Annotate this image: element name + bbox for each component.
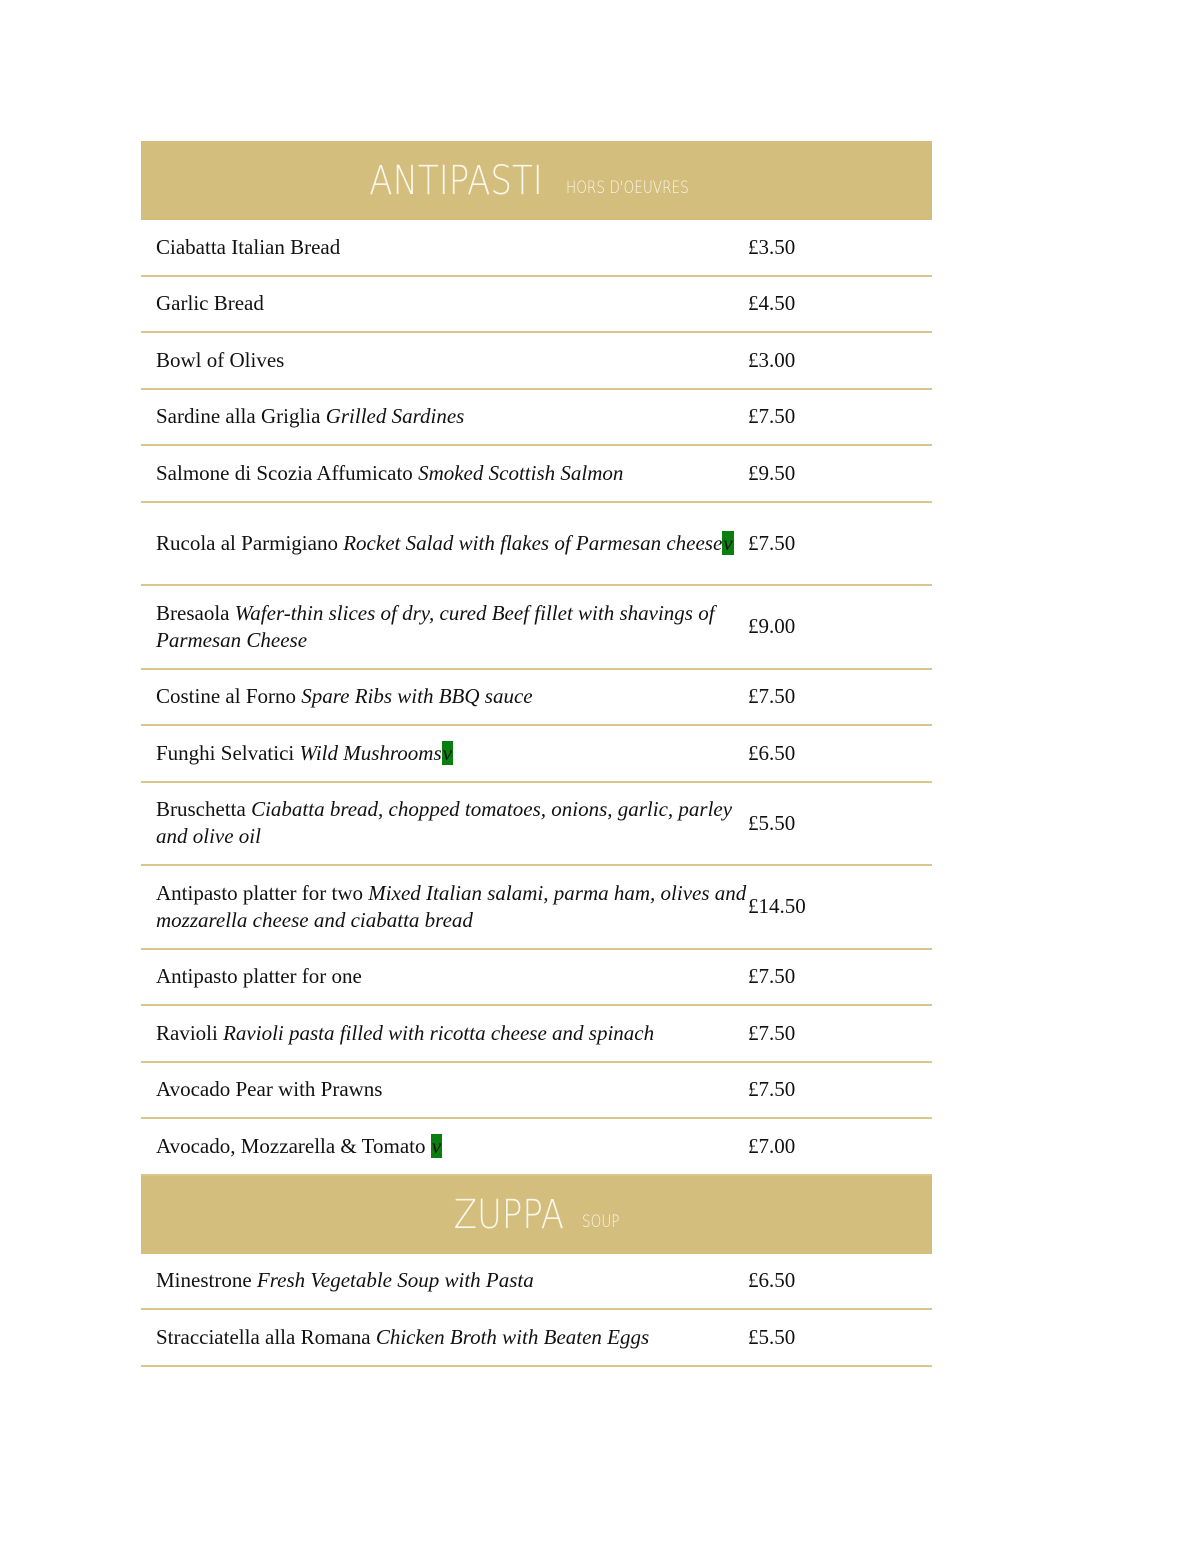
item-description: Ciabatta bread, chopped tomatoes, onions, garlic, parley and olive oil [156, 797, 733, 849]
menu-item [141, 950, 932, 1007]
item-description: Mixed Italian salami, parma ham, olives and mozzarella cheese and ciabatta bread [156, 880, 747, 932]
item-italian-name: Ravioli [156, 1020, 224, 1045]
menu-item [141, 1006, 932, 1063]
item-italian-name: Bowl of Olives [156, 347, 285, 372]
antipasti-items [141, 220, 932, 1176]
vegetarian-icon: v [431, 1133, 442, 1158]
item-name [141, 740, 748, 767]
item-italian-name: Sardine alla Griglia [156, 404, 326, 429]
section-subtitle: HORS D'OEUVRES [565, 177, 689, 198]
item-italian-name: Salmone di Scozia Affumicato [156, 460, 419, 485]
menu-item [141, 783, 932, 867]
item-name [141, 963, 748, 990]
item-price: £3.00 [748, 347, 796, 372]
section-title: ANTIPASTI [369, 157, 543, 204]
item-name [141, 880, 748, 934]
item-italian-name: Antipasto platter for one [156, 964, 362, 989]
menu-item [141, 866, 932, 950]
item-italian-name: Antipasto platter for two [156, 880, 369, 905]
menu-item [141, 586, 932, 670]
menu-item [141, 503, 932, 587]
section-header-antipasti [141, 141, 932, 220]
item-price: £3.50 [748, 234, 796, 259]
section-subtitle: SOUP [581, 1211, 620, 1232]
item-description: Wild Mushrooms [299, 740, 442, 765]
item-italian-name: Bruschetta [156, 797, 252, 822]
item-price: £9.00 [748, 614, 796, 639]
menu-item [141, 1310, 932, 1367]
item-name [141, 1267, 748, 1294]
item-italian-name: Avocado, Mozzarella & Tomato [156, 1133, 431, 1158]
menu-item [141, 446, 932, 503]
item-description: Rocket Salad with flakes of Parmesan cheese [343, 530, 723, 555]
item-price: £7.50 [748, 684, 796, 709]
item-italian-name: Rucola al Parmigiano [156, 530, 344, 555]
item-description: Chicken Broth with Beaten Eggs [375, 1324, 650, 1349]
item-italian-name: Avocado Pear with Prawns [156, 1077, 383, 1102]
item-price: £6.50 [748, 740, 796, 765]
item-italian-name: Ciabatta Italian Bread [156, 234, 341, 259]
item-name [141, 234, 748, 261]
item-italian-name: Costine al Forno [156, 684, 302, 709]
item-description: Wafer-thin slices of dry, cured Beef fillet with shavings of Parmesan Cheese [156, 600, 715, 652]
item-name [141, 683, 748, 710]
item-description: Fresh Vegetable Soup with Pasta [256, 1268, 534, 1293]
item-italian-name: Garlic Bread [156, 291, 264, 316]
item-italian-name: Minestrone [156, 1268, 257, 1293]
item-name [141, 600, 748, 654]
item-description: Spare Ribs with BBQ sauce [301, 684, 533, 709]
menu-item [141, 1254, 932, 1311]
item-name [141, 1020, 748, 1047]
item-price: £4.50 [748, 291, 796, 316]
item-price: £9.50 [748, 460, 796, 485]
menu-item [141, 670, 932, 727]
item-price: £14.50 [748, 894, 806, 919]
item-description: Grilled Sardines [325, 404, 465, 429]
item-price: £7.00 [748, 1133, 796, 1158]
item-name [141, 347, 748, 374]
item-description: Smoked Scottish Salmon [418, 460, 624, 485]
section-header-zuppa [141, 1176, 932, 1254]
menu-item [141, 1063, 932, 1120]
item-name [141, 1324, 748, 1351]
item-italian-name: Stracciatella alla Romana [156, 1324, 376, 1349]
item-name [141, 530, 748, 557]
menu [141, 141, 932, 1367]
zuppa-items [141, 1254, 932, 1367]
item-italian-name: Bresaola [156, 600, 235, 625]
menu-item [141, 726, 932, 783]
item-price: £6.50 [748, 1268, 796, 1293]
menu-item [141, 333, 932, 390]
item-price: £7.50 [748, 1020, 796, 1045]
menu-item [141, 1119, 932, 1176]
item-price: £7.50 [748, 964, 796, 989]
item-price: £7.50 [748, 404, 796, 429]
item-name [141, 403, 748, 430]
item-name [141, 460, 748, 487]
menu-item [141, 390, 932, 447]
item-name [141, 796, 748, 850]
item-italian-name: Funghi Selvatici [156, 740, 300, 765]
item-price: £5.50 [748, 1324, 796, 1349]
menu-item [141, 220, 932, 277]
item-description: Ravioli pasta filled with ricotta cheese and spinach [223, 1020, 655, 1045]
item-name [141, 290, 748, 317]
item-price: £5.50 [748, 810, 796, 835]
section-title: ZUPPA [453, 1191, 565, 1238]
item-price: £7.50 [748, 530, 796, 555]
vegetarian-icon: v [723, 530, 733, 555]
item-name [141, 1133, 748, 1160]
item-name [141, 1076, 748, 1103]
vegetarian-icon: v [442, 740, 452, 765]
item-price: £7.50 [748, 1077, 796, 1102]
menu-item [141, 277, 932, 334]
